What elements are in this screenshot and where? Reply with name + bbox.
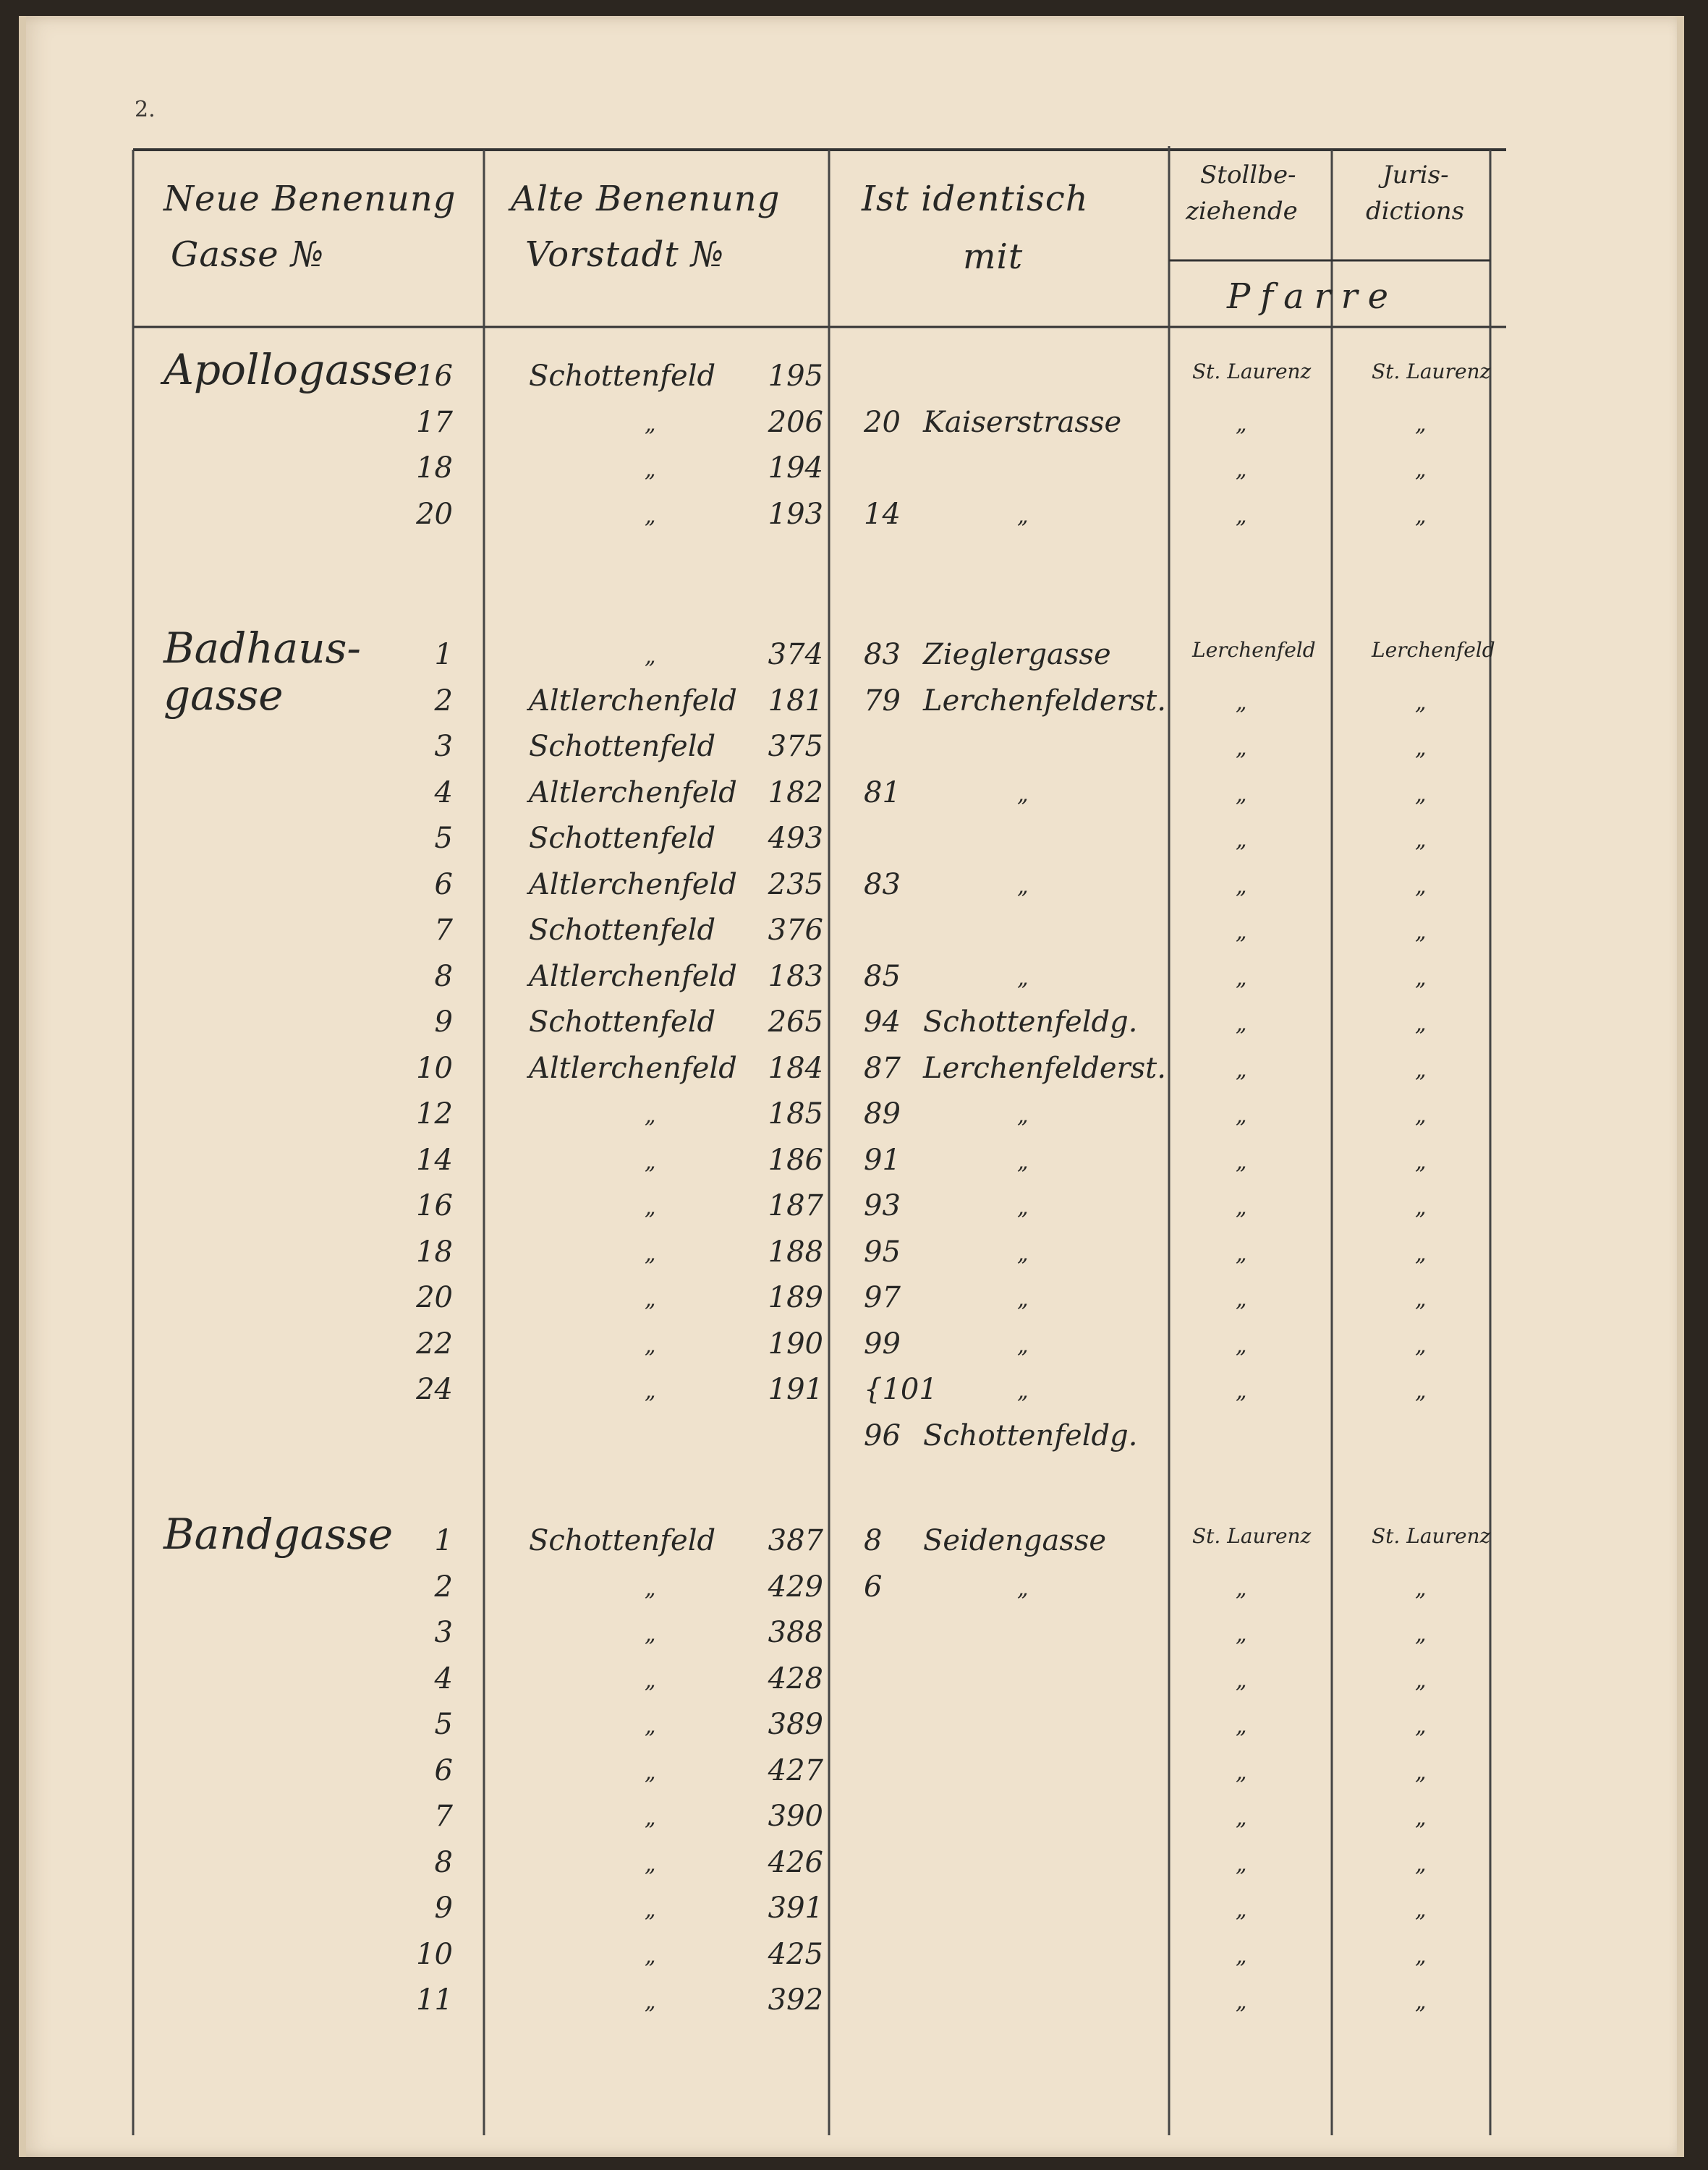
cell-old-suburb: „ <box>645 1149 656 1175</box>
cell-old-suburb: „ <box>645 1805 656 1831</box>
cell-pfarre-juris: „ <box>1415 1989 1427 2014</box>
cell-old-no: 429 <box>768 1570 823 1604</box>
cell-old-suburb: Schottenfeld <box>529 1524 716 1557</box>
cell-ident-no: 6 <box>864 1570 883 1604</box>
cell-old-no: 376 <box>768 914 823 947</box>
cell-old-suburb: „ <box>645 1287 656 1312</box>
cell-pfarre-stol: „ <box>1236 965 1247 991</box>
cell-new-no: 4 <box>434 775 453 809</box>
cell-pfarre-stol: „ <box>1236 1575 1247 1601</box>
cell-pfarre-juris: „ <box>1415 1287 1427 1312</box>
cell-ident-no: 81 <box>864 775 901 809</box>
street-name-continued: gasse <box>163 671 284 720</box>
cell-old-suburb: Altlerchenfeld <box>529 959 737 993</box>
cell-pfarre-juris: „ <box>1415 1379 1427 1404</box>
cell-old-no: 181 <box>768 684 823 718</box>
street-name: Apollogasse <box>163 345 418 394</box>
cell-old-suburb: „ <box>645 1575 656 1601</box>
cell-old-suburb: „ <box>645 1195 656 1220</box>
cell-pfarre-juris: „ <box>1415 1332 1427 1358</box>
cell-ident-no: 99 <box>864 1327 901 1361</box>
cell-pfarre-juris: „ <box>1415 1667 1427 1693</box>
cell-pfarre-stol: „ <box>1236 1805 1247 1831</box>
cell-ident-street: „ <box>1017 1241 1029 1267</box>
cell-ident-no: 8 <box>864 1524 883 1557</box>
cell-pfarre-juris: „ <box>1415 1943 1427 1969</box>
cell-new-no: 2 <box>434 684 453 718</box>
cell-ident-street: Zieglergasse <box>923 638 1111 671</box>
cell-pfarre-juris: „ <box>1415 1897 1427 1923</box>
cell-old-suburb: „ <box>645 1622 656 1647</box>
cell-pfarre-juris: „ <box>1415 1011 1427 1037</box>
cell-old-suburb: „ <box>645 1714 656 1739</box>
cell-pfarre-juris: „ <box>1415 1241 1427 1267</box>
cell-ident-no: 85 <box>864 959 901 993</box>
cell-pfarre-stol: St. Laurenz <box>1192 1524 1312 1548</box>
cell-ident-street: „ <box>1017 1332 1029 1358</box>
street-name: Bandgasse <box>163 1510 394 1559</box>
cell-ident-street: Lerchenfelderst. <box>923 1051 1166 1085</box>
cell-pfarre-stol: „ <box>1236 736 1247 761</box>
cell-ident-no: 95 <box>864 1235 901 1269</box>
street-name: Badhaus- <box>163 624 361 673</box>
cell-new-no: 3 <box>434 1616 453 1649</box>
cell-new-no: 11 <box>416 1983 453 2017</box>
cell-pfarre-stol: „ <box>1236 1332 1247 1358</box>
cell-pfarre-stol: „ <box>1236 827 1247 853</box>
cell-old-no: 185 <box>768 1097 823 1131</box>
cell-ident-street: „ <box>1017 1287 1029 1312</box>
cell-pfarre-juris: St. Laurenz <box>1372 359 1491 383</box>
cell-pfarre-stol: „ <box>1236 411 1247 437</box>
cell-new-no: 22 <box>416 1327 453 1361</box>
cell-old-no: 388 <box>768 1616 823 1649</box>
header-col1-line2: Gasse № <box>171 234 325 275</box>
cell-pfarre-juris: „ <box>1415 411 1427 437</box>
cell-pfarre-stol: „ <box>1236 689 1247 715</box>
cell-old-no: 392 <box>768 1983 823 2017</box>
cell-old-suburb: „ <box>645 1759 656 1785</box>
cell-pfarre-juris: „ <box>1415 781 1427 807</box>
cell-pfarre-stol: St. Laurenz <box>1192 359 1312 383</box>
cell-pfarre-juris: „ <box>1415 1714 1427 1739</box>
cell-ident-street: „ <box>1017 781 1029 807</box>
cell-old-suburb: Altlerchenfeld <box>529 775 737 809</box>
cell-new-no: 9 <box>434 1005 453 1039</box>
cell-pfarre-juris: „ <box>1415 1759 1427 1785</box>
cell-old-suburb: „ <box>645 644 656 669</box>
header-col5-line1: Juris- <box>1382 161 1449 190</box>
cell-ident-street: „ <box>1017 503 1029 529</box>
cell-ident-no: 20 <box>864 405 901 439</box>
cell-ident-no: 91 <box>864 1143 901 1177</box>
cell-new-no: 2 <box>434 1570 453 1604</box>
cell-pfarre-stol: „ <box>1236 1287 1247 1312</box>
cell-new-no: 7 <box>434 1800 453 1833</box>
cell-old-no: 425 <box>768 1937 823 1971</box>
cell-old-no: 375 <box>768 730 823 763</box>
cell-old-suburb: Altlerchenfeld <box>529 684 737 718</box>
page-number: 2. <box>135 97 156 122</box>
cell-old-no: 193 <box>768 497 823 531</box>
cell-old-no: 195 <box>768 359 823 393</box>
cell-pfarre-stol: „ <box>1236 1241 1247 1267</box>
cell-ident-street: „ <box>1017 1575 1029 1601</box>
cell-old-suburb: „ <box>645 1379 656 1404</box>
cell-old-no: 493 <box>768 822 823 855</box>
cell-pfarre-juris: „ <box>1415 1575 1427 1601</box>
cell-ident-no: {101 <box>864 1373 938 1406</box>
cell-old-no: 265 <box>768 1005 823 1039</box>
cell-new-no: 10 <box>416 1051 453 1085</box>
header-col4-line2: ziehende <box>1186 197 1298 226</box>
cell-old-no: 387 <box>768 1524 823 1557</box>
cell-ident-no: 89 <box>864 1097 901 1131</box>
cell-new-no: 12 <box>416 1097 453 1131</box>
cell-old-suburb: Schottenfeld <box>529 914 716 947</box>
cell-pfarre-stol: „ <box>1236 1149 1247 1175</box>
header-pfarre: Pfarre <box>1227 276 1398 317</box>
cell-old-no: 194 <box>768 451 823 485</box>
cell-new-no: 6 <box>434 1753 453 1787</box>
cell-pfarre-stol: „ <box>1236 1714 1247 1739</box>
cell-new-no: 8 <box>434 1845 453 1879</box>
cell-old-no: 235 <box>768 867 823 901</box>
cell-ident-street: „ <box>1017 1195 1029 1220</box>
cell-pfarre-juris: „ <box>1415 457 1427 482</box>
cell-new-no: 18 <box>416 1235 453 1269</box>
header-col4-line1: Stollbe- <box>1200 161 1296 190</box>
cell-old-no: 190 <box>768 1327 823 1361</box>
cell-pfarre-juris: St. Laurenz <box>1372 1524 1491 1548</box>
cell-old-no: 426 <box>768 1845 823 1879</box>
cell-new-no: 10 <box>416 1937 453 1971</box>
cell-old-no: 187 <box>768 1189 823 1222</box>
cell-old-suburb: „ <box>645 1332 656 1358</box>
cell-old-no: 206 <box>768 405 823 439</box>
cell-ident-no: 93 <box>864 1189 901 1222</box>
cell-new-no: 20 <box>416 497 453 531</box>
cell-pfarre-juris: „ <box>1415 1851 1427 1877</box>
cell-ident-street: Lerchenfelderst. <box>923 684 1166 718</box>
cell-old-no: 374 <box>768 638 823 671</box>
cell-old-suburb: „ <box>645 457 656 482</box>
cell-new-no: 1 <box>434 1524 453 1557</box>
cell-pfarre-stol: „ <box>1236 1759 1247 1785</box>
cell-new-no: 16 <box>416 1189 453 1222</box>
cell-ident-no: 79 <box>864 684 901 718</box>
cell-ident-street: „ <box>1017 965 1029 991</box>
cell-pfarre-stol: „ <box>1236 1943 1247 1969</box>
cell-new-no: 3 <box>434 730 453 763</box>
cell-pfarre-juris: „ <box>1415 873 1427 899</box>
cell-new-no: 20 <box>416 1281 453 1314</box>
cell-old-suburb: „ <box>645 1241 656 1267</box>
cell-old-no: 427 <box>768 1753 823 1787</box>
cell-pfarre-stol: „ <box>1236 1851 1247 1877</box>
cell-old-no: 182 <box>768 775 823 809</box>
cell-new-no: 18 <box>416 451 453 485</box>
cell-pfarre-juris: „ <box>1415 1805 1427 1831</box>
cell-new-no: 1 <box>434 638 453 671</box>
cell-pfarre-juris: „ <box>1415 1103 1427 1128</box>
cell-old-suburb: Schottenfeld <box>529 822 716 855</box>
cell-old-suburb: „ <box>645 1851 656 1877</box>
cell-ident-street: „ <box>1017 1149 1029 1175</box>
cell-ident-street: Schottenfeldg. <box>923 1005 1138 1039</box>
cell-new-no: 5 <box>434 822 453 855</box>
cell-pfarre-stol: „ <box>1236 1667 1247 1693</box>
cell-pfarre-juris: „ <box>1415 827 1427 853</box>
cell-new-no: 9 <box>434 1892 453 1925</box>
cell-pfarre-stol: „ <box>1236 1622 1247 1647</box>
cell-old-suburb: Altlerchenfeld <box>529 867 737 901</box>
cell-pfarre-juris: „ <box>1415 1057 1427 1083</box>
cell-old-suburb: „ <box>645 1897 656 1923</box>
cell-pfarre-stol: „ <box>1236 1989 1247 2014</box>
cell-old-suburb: Schottenfeld <box>529 730 716 763</box>
cell-pfarre-juris: „ <box>1415 689 1427 715</box>
cell-pfarre-juris: Lerchenfeld <box>1372 638 1495 662</box>
cell-pfarre-juris: „ <box>1415 736 1427 761</box>
cell-new-no: 14 <box>416 1143 453 1177</box>
ledger-content <box>19 16 1684 2157</box>
cell-pfarre-juris: „ <box>1415 1622 1427 1647</box>
cell-old-no: 188 <box>768 1235 823 1269</box>
cell-old-suburb: „ <box>645 503 656 529</box>
cell-pfarre-juris: „ <box>1415 503 1427 529</box>
header-col2-line2: Vorstadt № <box>525 234 725 275</box>
cell-old-suburb: Altlerchenfeld <box>529 1051 737 1085</box>
cell-ident-no: 97 <box>864 1281 901 1314</box>
cell-ident-street: „ <box>1017 873 1029 899</box>
cell-new-no: 16 <box>416 359 453 393</box>
cell-new-no: 8 <box>434 959 453 993</box>
cell-pfarre-stol: „ <box>1236 1379 1247 1404</box>
cell-old-suburb: „ <box>645 1667 656 1693</box>
cell-pfarre-stol: „ <box>1236 457 1247 482</box>
cell-old-no: 189 <box>768 1281 823 1314</box>
cell-old-no: 390 <box>768 1800 823 1833</box>
cell-new-no: 24 <box>416 1373 453 1406</box>
cell-pfarre-juris: „ <box>1415 965 1427 991</box>
cell-old-no: 184 <box>768 1051 823 1085</box>
cell-pfarre-juris: „ <box>1415 919 1427 945</box>
ledger-page <box>19 16 1684 2157</box>
cell-pfarre-stol: Lerchenfeld <box>1192 638 1316 662</box>
cell-pfarre-stol: „ <box>1236 873 1247 899</box>
cell-ident-no: 14 <box>864 497 901 531</box>
cell-ident-street: Seidengasse <box>923 1524 1107 1557</box>
cell-old-no: 389 <box>768 1708 823 1741</box>
header-col3-line2: mit <box>963 237 1024 277</box>
cell-old-suburb: „ <box>645 411 656 437</box>
cell-old-no: 391 <box>768 1892 823 1925</box>
cell-pfarre-stol: „ <box>1236 919 1247 945</box>
cell-ident-no: 94 <box>864 1005 901 1039</box>
cell-ident-no: 83 <box>864 638 901 671</box>
cell-new-no: 17 <box>416 405 453 439</box>
header-col3-line1: Ist identisch <box>862 179 1089 219</box>
cell-new-no: 7 <box>434 914 453 947</box>
cell-old-suburb: „ <box>645 1103 656 1128</box>
cell-pfarre-stol: „ <box>1236 781 1247 807</box>
cell-new-no: 5 <box>434 1708 453 1741</box>
cell-old-no: 191 <box>768 1373 823 1406</box>
cell-ident-street: „ <box>1017 1379 1029 1404</box>
cell-new-no: 4 <box>434 1661 453 1695</box>
cell-pfarre-juris: „ <box>1415 1195 1427 1220</box>
cell-pfarre-stol: „ <box>1236 1195 1247 1220</box>
cell-old-suburb: Schottenfeld <box>529 1005 716 1039</box>
cell-ident-no: 87 <box>864 1051 901 1085</box>
cell-old-suburb: „ <box>645 1943 656 1969</box>
cell-ident-no: 96 <box>864 1418 901 1452</box>
cell-pfarre-stol: „ <box>1236 1897 1247 1923</box>
cell-pfarre-stol: „ <box>1236 503 1247 529</box>
cell-ident-no: 83 <box>864 867 901 901</box>
cell-ident-street: „ <box>1017 1103 1029 1128</box>
cell-old-no: 186 <box>768 1143 823 1177</box>
header-col2-line1: Alte Benenung <box>511 179 781 219</box>
cell-old-no: 428 <box>768 1661 823 1695</box>
header-col5-line2: dictions <box>1366 197 1465 226</box>
cell-ident-street: Kaiserstrasse <box>923 405 1122 439</box>
cell-pfarre-stol: „ <box>1236 1103 1247 1128</box>
cell-pfarre-stol: „ <box>1236 1011 1247 1037</box>
cell-old-no: 183 <box>768 959 823 993</box>
cell-old-suburb: Schottenfeld <box>529 359 716 393</box>
cell-pfarre-juris: „ <box>1415 1149 1427 1175</box>
cell-old-suburb: „ <box>645 1989 656 2014</box>
header-col1-line1: Neue Benenung <box>163 179 456 219</box>
cell-new-no: 6 <box>434 867 453 901</box>
cell-pfarre-stol: „ <box>1236 1057 1247 1083</box>
cell-ident-street: Schottenfeldg. <box>923 1418 1138 1452</box>
